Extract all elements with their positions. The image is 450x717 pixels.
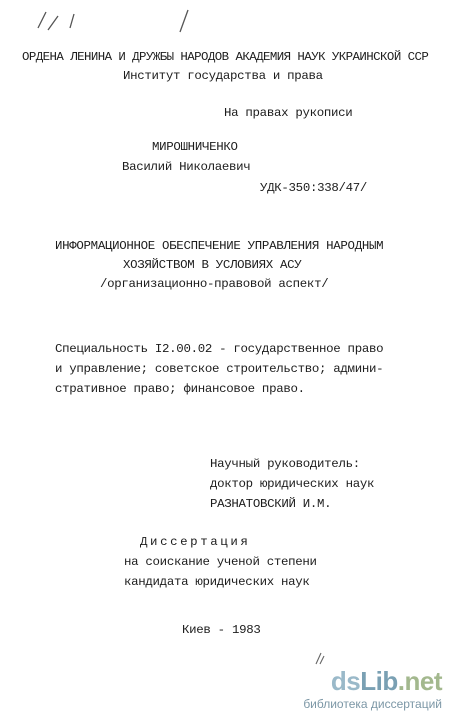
rights-note: На правах рукописи (224, 106, 353, 120)
specialty-line-2: и управление; советское строительство; админи- (55, 362, 384, 376)
logo-part-net: .net (397, 666, 442, 696)
institute-name: Институт государства и права (123, 69, 323, 83)
udc-code: УДК-350:338/47/ (260, 181, 368, 195)
title-line-3: /организационно-правовой аспект/ (100, 277, 329, 291)
title-line-2: ХОЗЯЙСТВОМ В УСЛОВИЯХ АСУ (123, 258, 302, 272)
handwritten-mark-top (30, 6, 200, 36)
watermark-subtitle: библиотека диссертаций (303, 697, 442, 711)
supervisor-label: Научный руководитель: (210, 457, 360, 471)
dissertation-line-2: на соискание ученой степени (124, 555, 317, 569)
dslib-watermark (292, 667, 442, 711)
author-surname: МИРОШНИЧЕНКО (152, 140, 238, 154)
author-given-names: Василий Николаевич (122, 160, 251, 174)
supervisor-degree: доктор юридических наук (210, 477, 375, 491)
handwritten-mark-bottom (312, 650, 330, 666)
dissertation-line-3: кандидата юридических наук (124, 575, 310, 589)
supervisor-name: РАЗНАТОВСКИЙ И.М. (210, 497, 332, 511)
title-line-1: ИНФОРМАЦИОННОЕ ОБЕСПЕЧЕНИЕ УПРАВЛЕНИЯ НАРОДНЫМ (55, 239, 384, 253)
specialty-line-1: Специальность I2.00.02 - государственное право (55, 342, 384, 356)
logo-part-lib: Lib (360, 666, 398, 696)
organization-line: ОРДЕНА ЛЕНИНА И ДРУЖБЫ НАРОДОВ АКАДЕМИЯ НАУК УКРАИНСКОЙ ССР (22, 50, 429, 64)
place-year: Киев - 1983 (182, 623, 261, 637)
specialty-line-3: стративное право; финансовое право. (55, 382, 305, 396)
dslib-logo (331, 667, 442, 695)
logo-part-ds: ds (330, 666, 361, 696)
dissertation-word: Диссертация (140, 535, 251, 549)
